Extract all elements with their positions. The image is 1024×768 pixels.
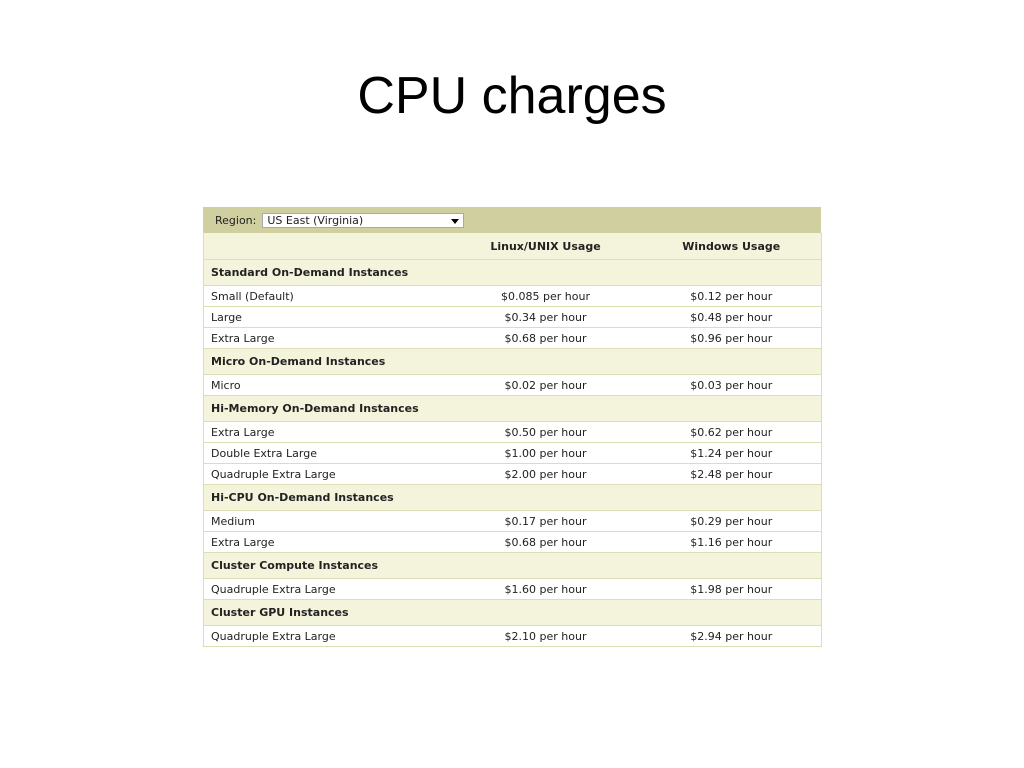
linux-price: $0.02 per hour <box>450 375 642 396</box>
region-label: Region: <box>215 213 257 227</box>
windows-price: $0.12 per hour <box>642 286 822 307</box>
table-row <box>204 626 822 647</box>
windows-price: $2.48 per hour <box>642 464 822 485</box>
windows-price: $2.94 per hour <box>642 626 822 647</box>
section-row <box>204 396 822 422</box>
region-select[interactable] <box>262 213 464 228</box>
section-title: Cluster GPU Instances <box>204 600 822 626</box>
table-row <box>204 286 822 307</box>
table-row <box>204 307 822 328</box>
linux-price: $2.00 per hour <box>450 464 642 485</box>
header-windows-usage: Windows Usage <box>642 233 822 260</box>
section-row <box>204 553 822 579</box>
section-title: Standard On-Demand Instances <box>204 260 822 286</box>
region-bar <box>203 207 821 233</box>
linux-price: $1.00 per hour <box>450 443 642 464</box>
instance-name: Quadruple Extra Large <box>204 464 450 485</box>
table-row <box>204 443 822 464</box>
instance-name: Extra Large <box>204 328 450 349</box>
section-row <box>204 260 822 286</box>
windows-price: $0.62 per hour <box>642 422 822 443</box>
windows-price: $0.48 per hour <box>642 307 822 328</box>
table-header-row <box>204 233 822 260</box>
windows-price: $1.16 per hour <box>642 532 822 553</box>
pricing-panel <box>203 207 821 647</box>
linux-price: $0.68 per hour <box>450 328 642 349</box>
instance-name: Extra Large <box>204 422 450 443</box>
header-linux-usage: Linux/UNIX Usage <box>450 233 642 260</box>
chevron-down-icon[interactable] <box>451 219 459 224</box>
table-row <box>204 579 822 600</box>
windows-price: $0.29 per hour <box>642 511 822 532</box>
linux-price: $0.50 per hour <box>450 422 642 443</box>
table-row <box>204 511 822 532</box>
instance-name: Quadruple Extra Large <box>204 626 450 647</box>
instance-name: Large <box>204 307 450 328</box>
windows-price: $1.24 per hour <box>642 443 822 464</box>
windows-price: $1.98 per hour <box>642 579 822 600</box>
section-row <box>204 600 822 626</box>
section-title: Micro On-Demand Instances <box>204 349 822 375</box>
instance-name: Micro <box>204 375 450 396</box>
section-row <box>204 349 822 375</box>
instance-name: Medium <box>204 511 450 532</box>
region-select-value: US East (Virginia) <box>267 213 364 227</box>
instance-name: Extra Large <box>204 532 450 553</box>
linux-price: $0.085 per hour <box>450 286 642 307</box>
windows-price: $0.03 per hour <box>642 375 822 396</box>
section-title: Hi-Memory On-Demand Instances <box>204 396 822 422</box>
table-row <box>204 464 822 485</box>
table-row <box>204 532 822 553</box>
instance-name: Quadruple Extra Large <box>204 579 450 600</box>
linux-price: $2.10 per hour <box>450 626 642 647</box>
linux-price: $0.68 per hour <box>450 532 642 553</box>
section-title: Cluster Compute Instances <box>204 553 822 579</box>
table-row <box>204 328 822 349</box>
instance-name: Double Extra Large <box>204 443 450 464</box>
linux-price: $0.34 per hour <box>450 307 642 328</box>
linux-price: $0.17 per hour <box>450 511 642 532</box>
header-instance-type <box>204 233 450 260</box>
slide-title: CPU charges <box>357 67 667 125</box>
windows-price: $0.96 per hour <box>642 328 822 349</box>
table-row <box>204 422 822 443</box>
section-title: Hi-CPU On-Demand Instances <box>204 485 822 511</box>
instance-name: Small (Default) <box>204 286 450 307</box>
table-row <box>204 375 822 396</box>
linux-price: $1.60 per hour <box>450 579 642 600</box>
pricing-table <box>203 233 822 647</box>
section-row <box>204 485 822 511</box>
